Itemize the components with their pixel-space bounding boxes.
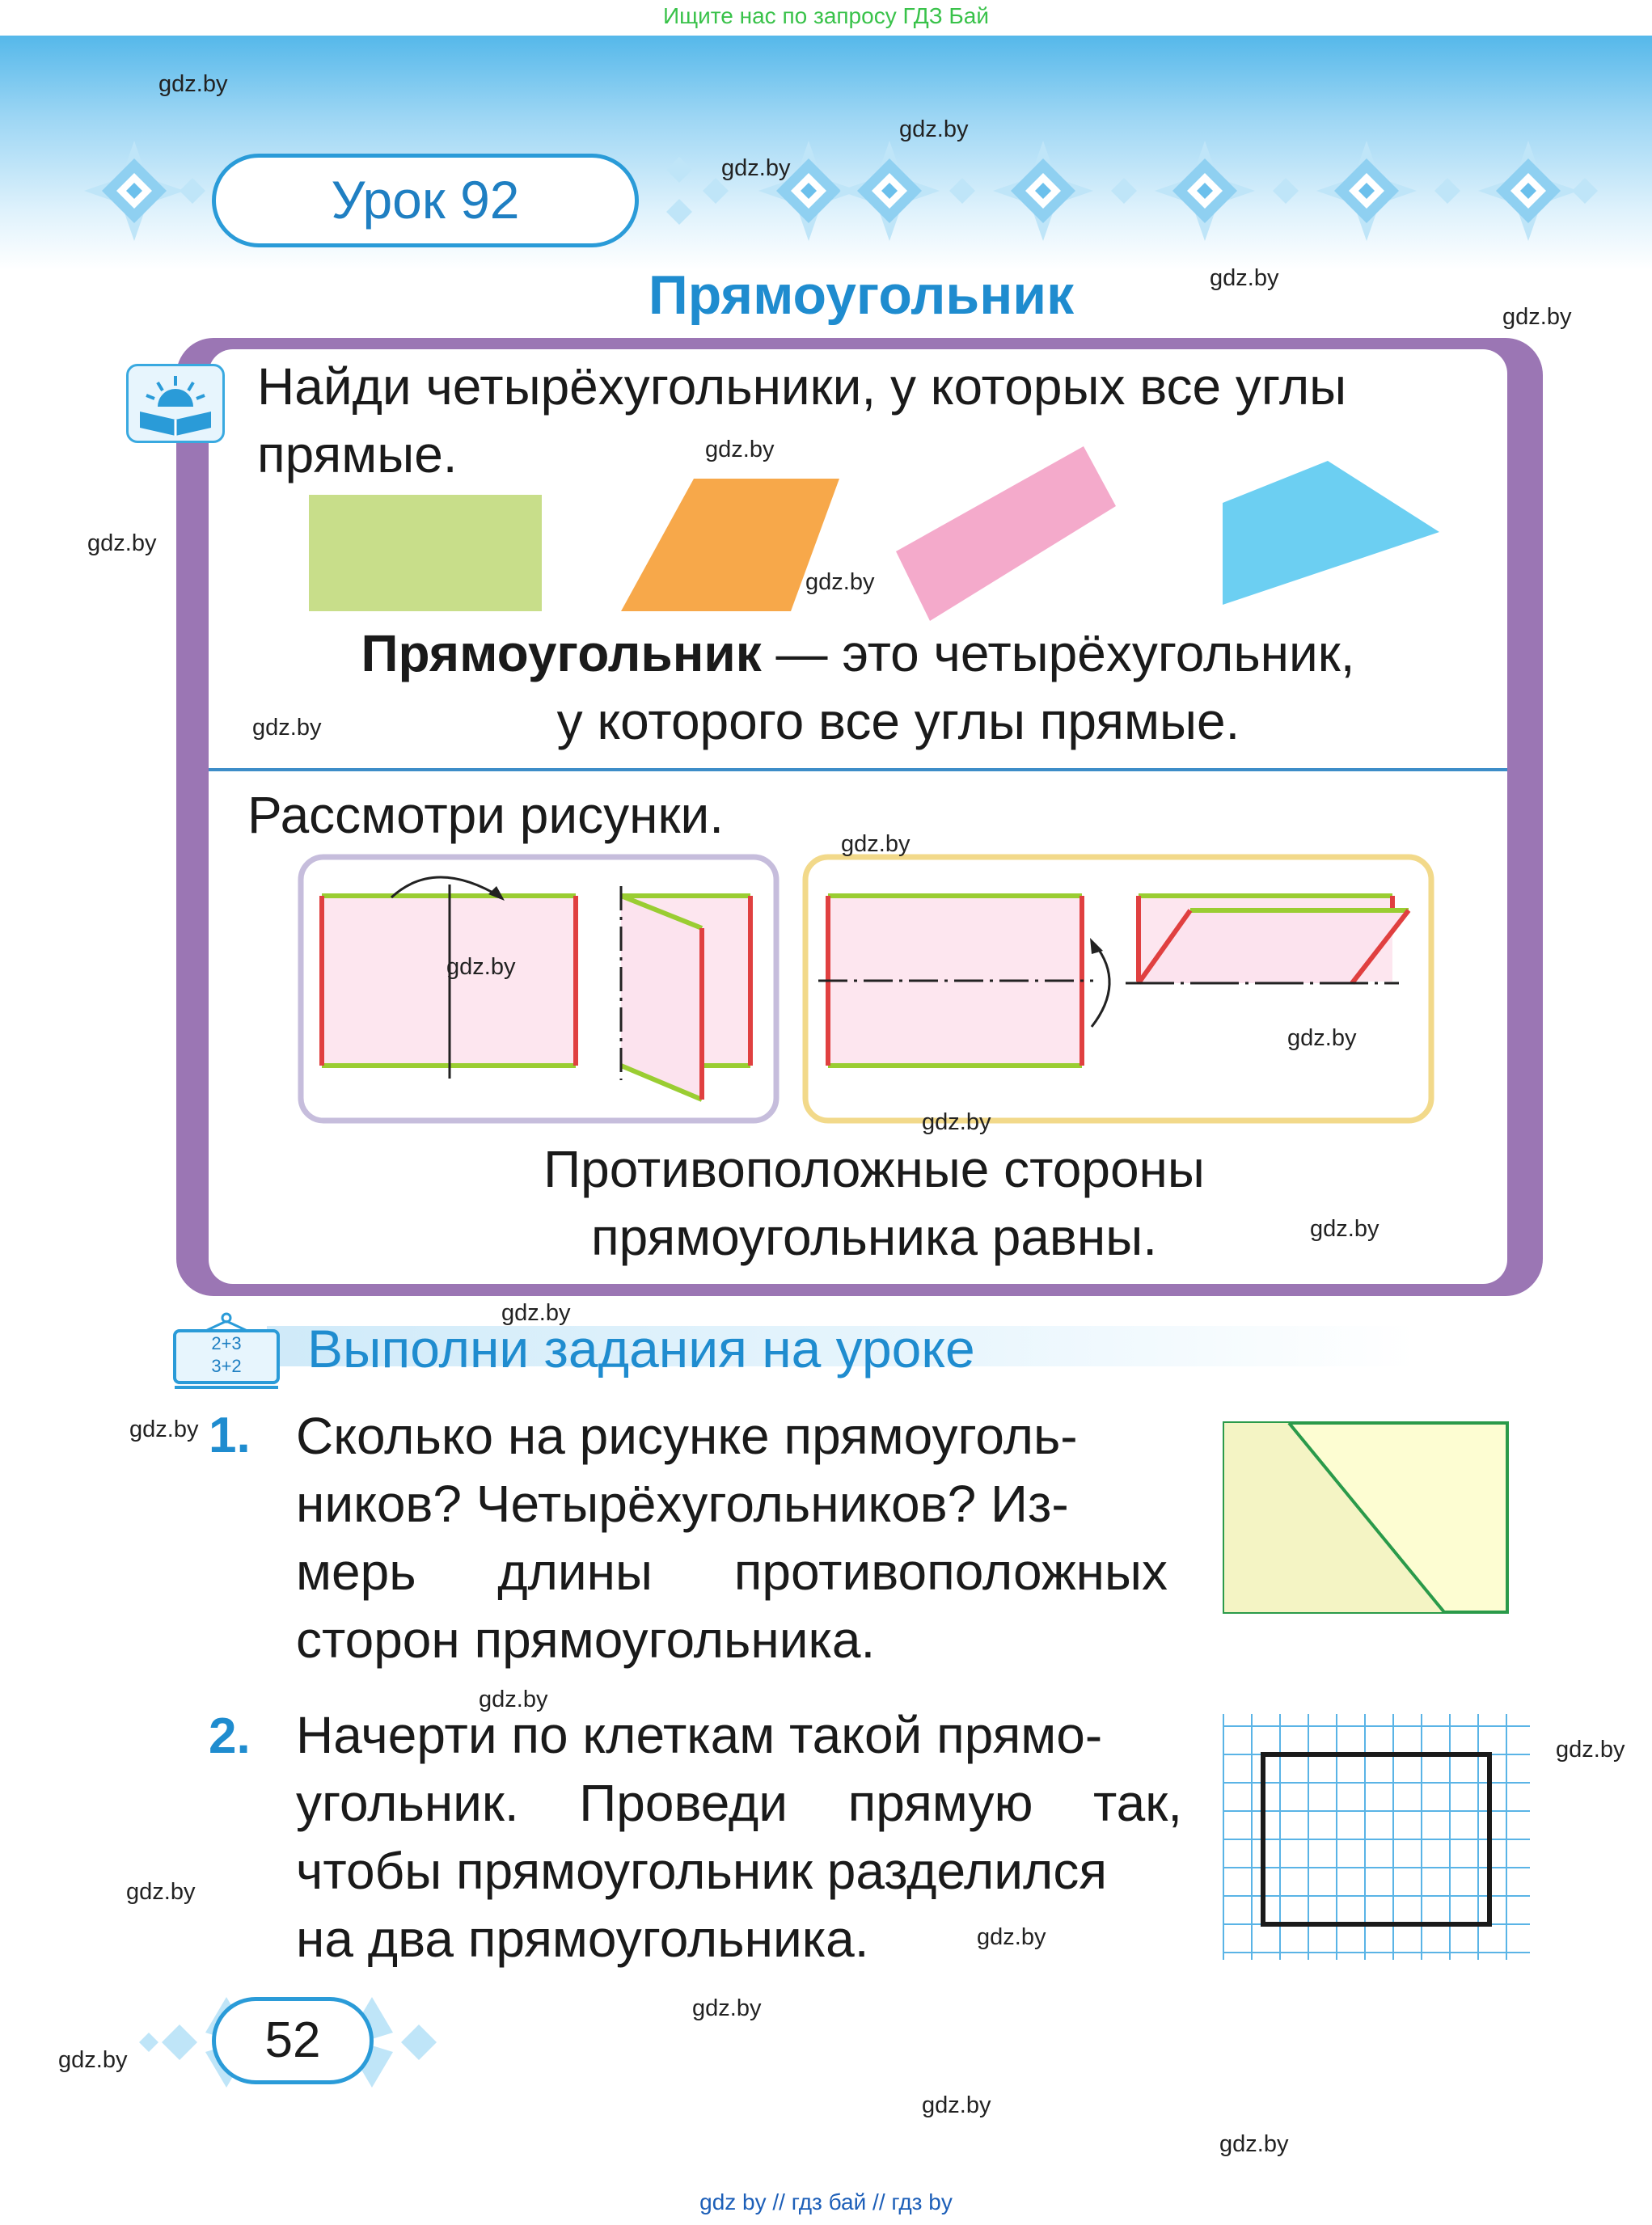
exercise-2-line: на два прямоугольника. bbox=[296, 1910, 869, 1968]
conclusion-line-2: прямоугольника равны. bbox=[590, 1208, 1158, 1266]
blackboard-top: 2+3 bbox=[211, 1333, 242, 1353]
watermark: gdz.by bbox=[922, 1109, 991, 1135]
blackboard-bottom: 3+2 bbox=[211, 1356, 242, 1376]
watermark: gdz.by bbox=[479, 1687, 548, 1712]
watermark: gdz.by bbox=[129, 1416, 199, 1442]
watermark: gdz.by bbox=[501, 1300, 571, 1326]
definition bbox=[209, 619, 1507, 755]
watermark: gdz.by bbox=[721, 155, 791, 181]
lesson-title: Прямоугольник bbox=[648, 264, 1075, 326]
green-rectangle bbox=[309, 495, 542, 611]
watermark: gdz.by bbox=[158, 71, 228, 97]
book-sun-icon bbox=[126, 364, 225, 443]
watermark: gdz.by bbox=[1210, 265, 1279, 291]
definition-line-1: — это четырёхугольник, bbox=[761, 624, 1355, 682]
exercise-2-number: 2. bbox=[209, 1708, 251, 1764]
exercise-2-text bbox=[296, 1701, 1185, 1973]
watermark: gdz.by bbox=[126, 1879, 196, 1905]
fold-horizontal-illustration bbox=[802, 854, 1434, 1124]
watermark: gdz.by bbox=[899, 116, 969, 142]
watermark: gdz.by bbox=[446, 954, 516, 980]
lesson-number: Урок 92 bbox=[212, 154, 639, 247]
watermark: gdz.by bbox=[922, 2092, 991, 2118]
exercise-1-text bbox=[296, 1402, 1169, 1674]
footer-links: gdz by // гдз бай // гдз by bbox=[699, 2189, 953, 2214]
exercise-2-line: Начерти по клеткам такой прямо- bbox=[296, 1706, 1103, 1764]
blue-trapezoid bbox=[1223, 461, 1439, 605]
watermark: gdz.by bbox=[1287, 1025, 1357, 1051]
conclusion bbox=[209, 1135, 1507, 1271]
watermark: gdz.by bbox=[692, 1995, 762, 2021]
divider bbox=[209, 768, 1507, 771]
find-task-text: Найди четырёхугольники, у которых все углы прямые. bbox=[257, 357, 1347, 483]
watermark: gdz.by bbox=[1310, 1216, 1379, 1242]
definition-line-2: у которого все углы прямые. bbox=[556, 692, 1240, 750]
quadrilaterals-figure bbox=[299, 437, 1447, 631]
exercise-2-grid-figure bbox=[1223, 1714, 1530, 1960]
watermark: gdz.by bbox=[805, 569, 875, 595]
watermark: gdz.by bbox=[1219, 2131, 1289, 2157]
watermark: gdz.by bbox=[841, 831, 911, 857]
exercise-1-figure bbox=[1221, 1420, 1514, 1617]
watermark: gdz.by bbox=[252, 715, 322, 741]
fold-vertical-illustration bbox=[298, 854, 780, 1124]
watermark: gdz.by bbox=[977, 1924, 1046, 1950]
look-prompt: Рассмотри рисунки. bbox=[247, 786, 724, 844]
exercise-1-line: Сколько на рисунке прямоуголь- bbox=[296, 1407, 1078, 1465]
watermark: gdz.by bbox=[705, 437, 775, 462]
search-note: Ищите нас по запросу ГДЗ Бай bbox=[662, 3, 990, 28]
pink-rectangle bbox=[896, 446, 1116, 621]
blackboard-icon bbox=[170, 1311, 283, 1392]
watermark: gdz.by bbox=[58, 2047, 128, 2073]
exercise-1-line: ников? Четырёхугольников? Из- bbox=[296, 1475, 1069, 1533]
exercise-1-line: сторон прямоугольника. bbox=[296, 1611, 876, 1669]
watermark: gdz.by bbox=[1556, 1737, 1625, 1763]
definition-term: Прямоугольник bbox=[361, 624, 762, 682]
conclusion-line-1: Противоположные стороны bbox=[543, 1140, 1205, 1198]
page-number: 52 bbox=[212, 1997, 374, 2084]
exercise-2-line: угольник. Проведи прямую так, bbox=[296, 1774, 1182, 1832]
exercise-2-line: чтобы прямоугольник разделился bbox=[296, 1842, 1108, 1900]
watermark: gdz.by bbox=[87, 530, 157, 556]
exercise-1-number: 1. bbox=[209, 1408, 251, 1463]
watermark: gdz.by bbox=[1502, 304, 1572, 330]
exercise-1-line: мерь длины противоположных bbox=[296, 1543, 1168, 1601]
exercise-heading: Выполни задания на уроке bbox=[307, 1319, 975, 1378]
